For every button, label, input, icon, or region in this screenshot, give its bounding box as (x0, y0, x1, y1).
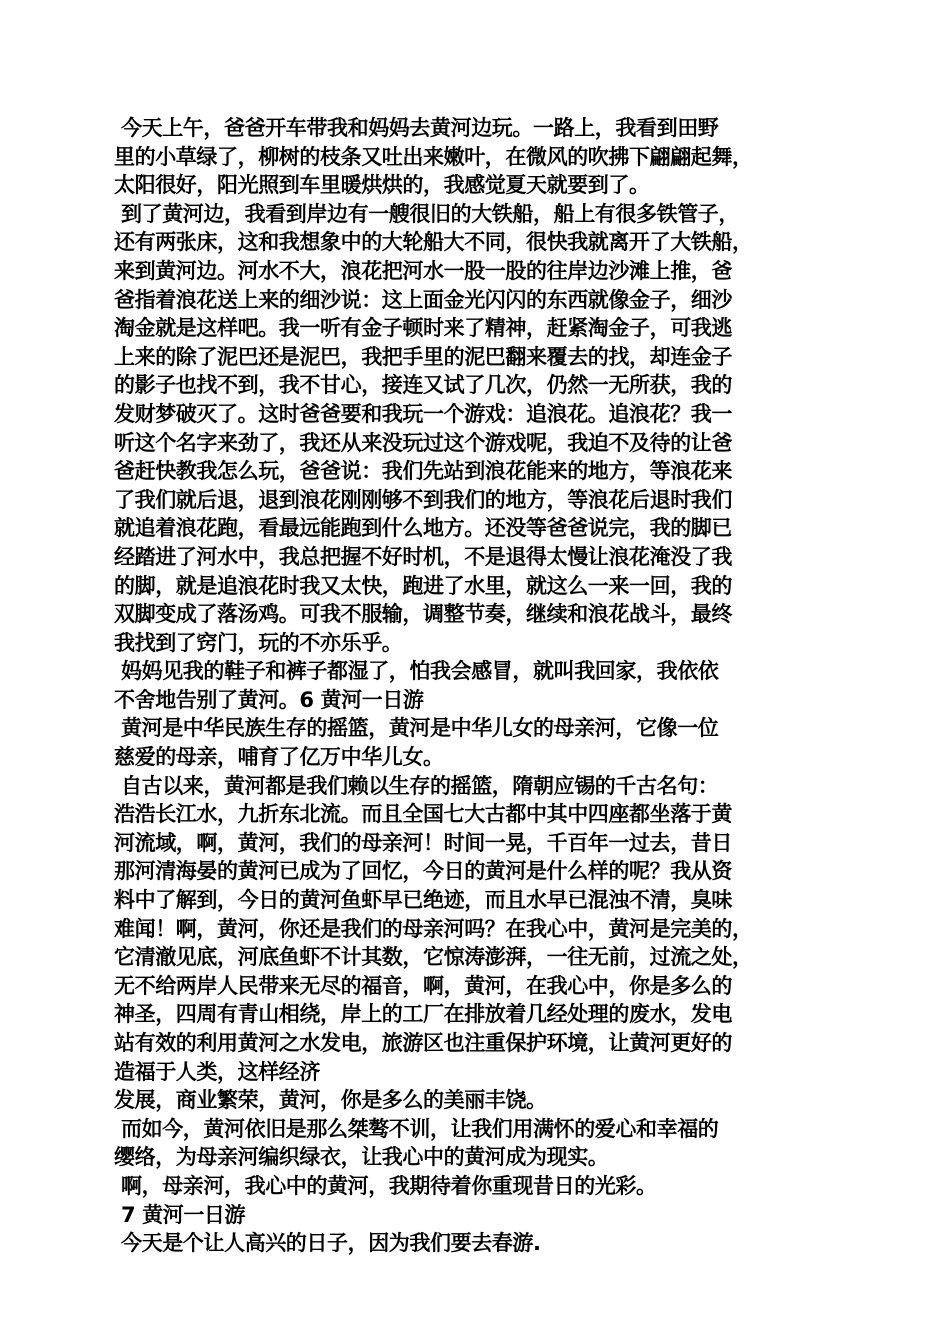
text-line: 的脚，就是追浪花时我又太快，跑进了水里，就这么一来一回，我的 (114, 573, 732, 598)
text-line: 发展，商业繁荣，黄河，你是多么的美丽丰饶。 (114, 1088, 547, 1113)
text-line: 还有两张床，这和我想象中的大轮船大不同，很快我就离开了大铁船， (114, 230, 753, 255)
text-line: 浩浩长江水，九折东北流。而且全国七大古都中其中四座都坐落于黄 (114, 802, 732, 827)
text-line: 黄河是中华民族生存的摇篮，黄河是中华儿女的母亲河，它像一位 (121, 716, 719, 741)
text-line: 神圣，四周有青山相绕，岸上的工厂在排放着几经处理的废水，发电 (114, 1002, 732, 1027)
text-line: 妈妈见我的鞋子和裤子都湿了，怕我会感冒，就叫我回家，我依依 (121, 659, 719, 684)
text-line: 爸赶快教我怎么玩，爸爸说：我们先站到浪花能来的地方，等浪花来 (114, 459, 732, 484)
document-body (114, 114, 854, 1258)
text-line: 无不给两岸人民带来无尽的福音，啊，黄河，在我心中，你是多么的 (114, 973, 732, 998)
text-line: 慈爱的母亲，哺育了亿万中华儿女。 (114, 745, 444, 770)
text-line: 双脚变成了落汤鸡。可我不服输，调整节奏，继续和浪花战斗，最终 (114, 602, 732, 627)
section-heading: 7 黄河一日游 (121, 1202, 246, 1227)
text-line: 到了黄河边，我看到岸边有一艘很旧的大铁船，船上有很多铁管子， (121, 201, 739, 226)
text-line: 来到黄河边。河水不大，浪花把河水一股一股的往岸边沙滩上推，爸 (114, 258, 732, 283)
text-line: 经踏进了河水中，我总把握不好时机，不是退得太慢让浪花淹没了我 (114, 544, 732, 569)
text-line: 河流域，啊，黄河，我们的母亲河！时间一晃，千百年一过去，昔日 (114, 830, 732, 855)
text-line: 那河清海晏的黄河已成为了回忆，今日的黄河是什么样的呢？我从资 (114, 859, 732, 884)
text-line: 里的小草绿了，柳树的枝条又吐出来嫩叶，在微风的吹拂下翩翩起舞， (114, 144, 753, 169)
text-line: 缨络，为母亲河编织绿衣，让我心中的黄河成为现实。 (114, 1145, 609, 1170)
text-line: 料中了解到，今日的黄河鱼虾早已绝迹，而且水早已混浊不清，臭味 (114, 888, 732, 913)
text-line: 它清澈见底，河底鱼虾不计其数，它惊涛澎湃，一往无前，过流之处， (114, 945, 753, 970)
text-line: 爸指着浪花送上来的细沙说：这上面金光闪闪的东西就像金子，细沙 (114, 287, 732, 312)
text-line: 今天上午，爸爸开车带我和妈妈去黄河边玩。一路上，我看到田野 (121, 116, 719, 140)
text-line: 就追着浪花跑，看最远能跑到什么地方。还没等爸爸说完，我的脚已 (114, 516, 732, 541)
text-line: 不舍地告别了黄河。6 黄河一日游 (114, 687, 424, 712)
text-line: 听这个名字来劲了，我还从来没玩过这个游戏呢，我迫不及待的让爸 (114, 430, 732, 455)
text-line: 了我们就后退，退到浪花刚刚够不到我们的地方，等浪花后退时我们 (114, 487, 732, 512)
text-line: 难闻！啊，黄河，你还是我们的母亲河吗？在我心中，黄河是完美的， (114, 916, 753, 941)
text-line: 太阳很好，阳光照到车里暖烘烘的，我感觉夏天就要到了。 (114, 173, 650, 198)
text-line: 造福于人类，这样经济 (114, 1059, 320, 1084)
text-line: 发财梦破灭了。这时爸爸要和我玩一个游戏：追浪花。追浪花？我一 (114, 401, 732, 426)
text-line: 今天是个让人高兴的日子，因为我们要去春游. (121, 1231, 541, 1256)
text-line: 的影子也找不到，我不甘心，接连又试了几次，仍然一无所获，我的 (114, 373, 732, 398)
text-line: 而如今，黄河依旧是那么桀骜不训，让我们用满怀的爱心和幸福的 (121, 1116, 719, 1141)
text-line: 自古以来，黄河都是我们赖以生存的摇篮，隋朝应锡的千古名句： (121, 773, 719, 798)
text-line: 我找到了窍门，玩的不亦乐乎。 (114, 630, 403, 655)
text-line: 啊，母亲河，我心中的黄河，我期待着你重现昔日的光彩。 (121, 1173, 657, 1198)
text-line: 上来的除了泥巴还是泥巴，我把手里的泥巴翻来覆去的找，却连金子 (114, 344, 732, 369)
text-line: 站有效的利用黄河之水发电，旅游区也注重保护环境，让黄河更好的 (114, 1031, 732, 1055)
text-line: 淘金就是这样吧。我一听有金子顿时来了精神，赶紧淘金子，可我逃 (114, 316, 732, 341)
